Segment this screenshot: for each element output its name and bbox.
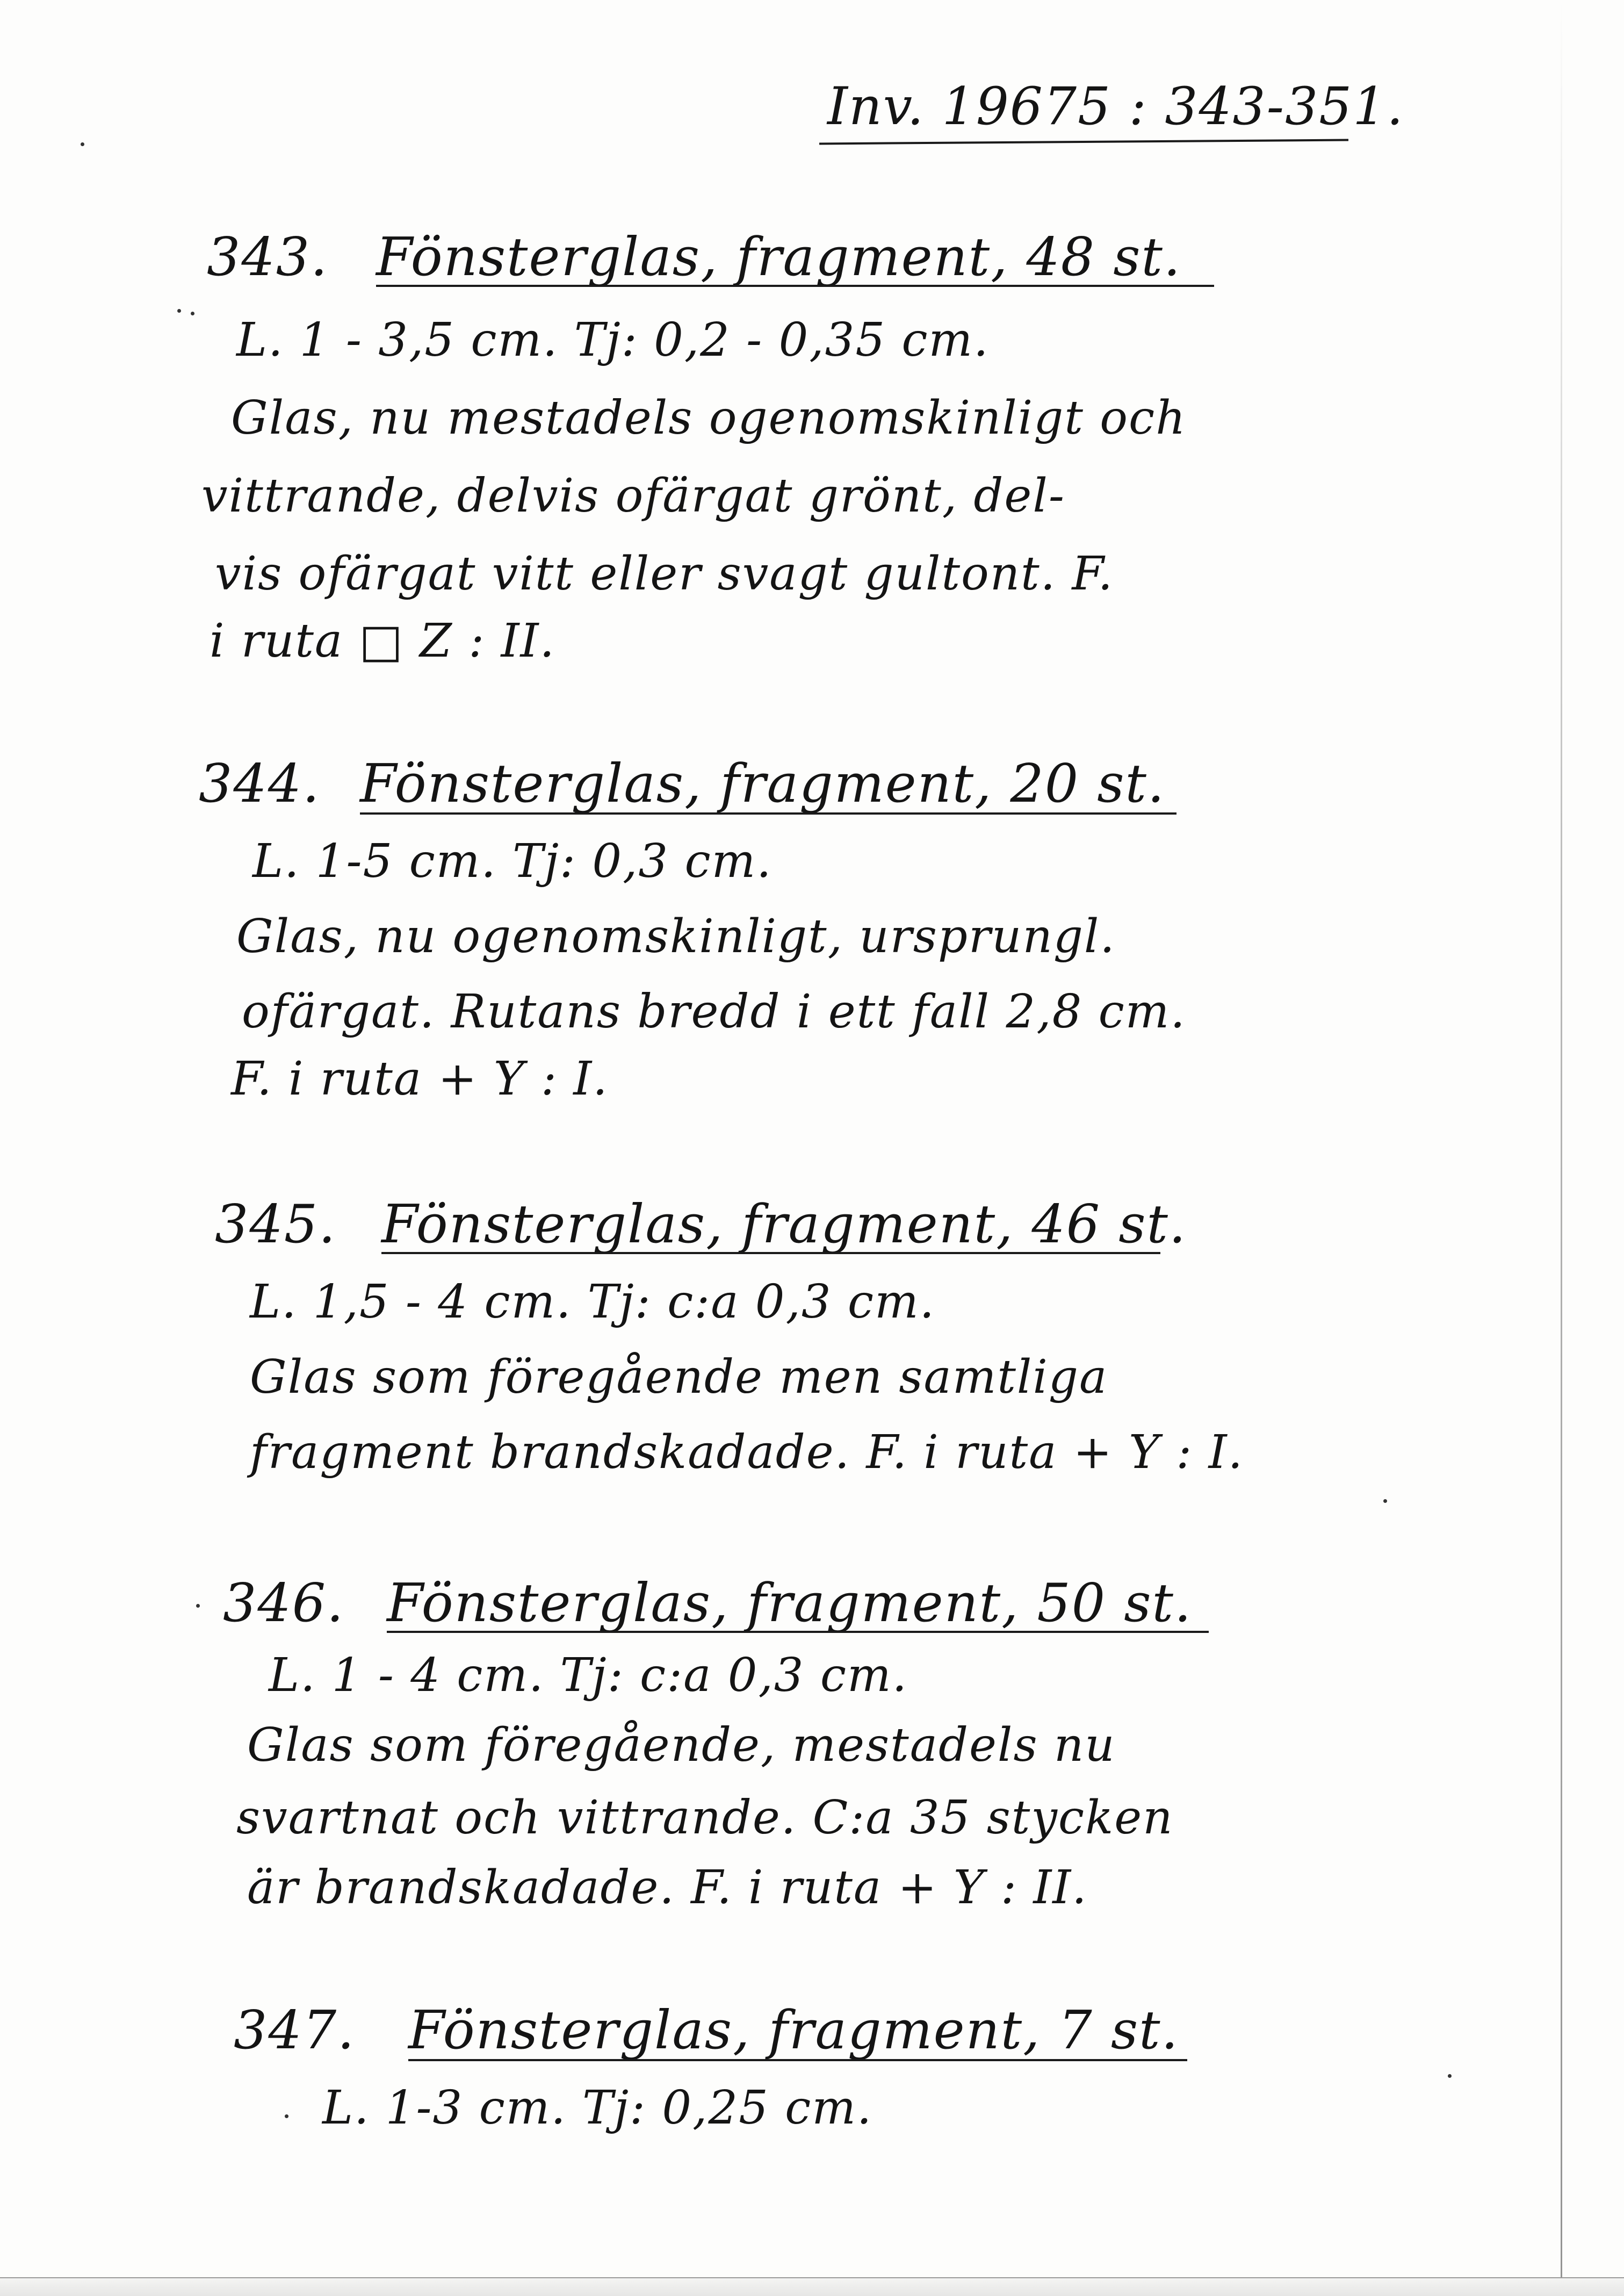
scan-edge-bottom bbox=[0, 2277, 1624, 2296]
entry-title: Fönsterglas, fragment, 7 st. bbox=[408, 2000, 1179, 2061]
entry-title: Fönsterglas, fragment, 46 st. bbox=[381, 1194, 1187, 1255]
entry-line: vittrande, delvis ofärgat grönt, del- bbox=[201, 469, 1065, 523]
scan-edge-right bbox=[1561, 0, 1562, 2295]
scan-speck bbox=[1383, 1499, 1387, 1503]
scan-speck bbox=[177, 309, 181, 313]
title-underline bbox=[376, 285, 1214, 287]
entry-number: 346. bbox=[223, 1573, 345, 1634]
entry-number: 345. bbox=[215, 1194, 337, 1255]
scan-speck bbox=[285, 2114, 288, 2118]
scan-speck bbox=[196, 1604, 200, 1608]
entry-line: F. i ruta + Y : I. bbox=[231, 1052, 609, 1106]
entry-line: L. 1,5 - 4 cm. Tj: c:a 0,3 cm. bbox=[250, 1275, 935, 1329]
entry-line: svartnat och vittrande. C:a 35 stycken bbox=[236, 1791, 1174, 1845]
title-underline bbox=[381, 1252, 1160, 1254]
entry-line: vis ofärgat vitt eller svagt gultont. F. bbox=[215, 547, 1114, 601]
entry-line: är brandskadade. F. i ruta + Y : II. bbox=[247, 1861, 1088, 1914]
scan-speck bbox=[81, 142, 84, 146]
entry-title: Fönsterglas, fragment, 20 st. bbox=[360, 753, 1166, 815]
title-underline bbox=[387, 1631, 1209, 1633]
entry-line: Glas som föregående, mestadels nu bbox=[247, 1718, 1116, 1772]
entry-line: L. 1 - 4 cm. Tj: c:a 0,3 cm. bbox=[269, 1649, 908, 1702]
entry-title: Fönsterglas, fragment, 50 st. bbox=[387, 1573, 1193, 1634]
entry-line: Glas, nu ogenomskinligt, ursprungl. bbox=[236, 910, 1116, 963]
title-underline bbox=[408, 2059, 1187, 2061]
entry-number: 347. bbox=[234, 2000, 356, 2061]
inventory-underline bbox=[819, 139, 1348, 145]
entry-line: i ruta □ Z : II. bbox=[210, 614, 555, 668]
entry-line: Glas som föregående men samtliga bbox=[250, 1350, 1108, 1404]
inventory-number: Inv. 19675 : 343-351. bbox=[827, 76, 1404, 136]
entry-line: ofärgat. Rutans bredd i ett fall 2,8 cm. bbox=[242, 985, 1186, 1039]
entry-title: Fönsterglas, fragment, 48 st. bbox=[376, 227, 1182, 288]
entry-line: fragment brandskadade. F. i ruta + Y : I. bbox=[250, 1426, 1244, 1479]
entry-line: L. 1-3 cm. Tj: 0,25 cm. bbox=[322, 2081, 873, 2135]
entry-line: L. 1-5 cm. Tj: 0,3 cm. bbox=[252, 834, 773, 888]
scan-speck bbox=[1448, 2074, 1452, 2078]
title-underline bbox=[360, 812, 1177, 815]
entry-number: 344. bbox=[199, 753, 321, 815]
entry-line: Glas, nu mestadels ogenomskinligt och bbox=[231, 391, 1187, 445]
entry-number: 343. bbox=[207, 227, 329, 288]
entry-line: L. 1 - 3,5 cm. Tj: 0,2 - 0,35 cm. bbox=[236, 313, 990, 367]
scan-speck bbox=[191, 312, 194, 315]
